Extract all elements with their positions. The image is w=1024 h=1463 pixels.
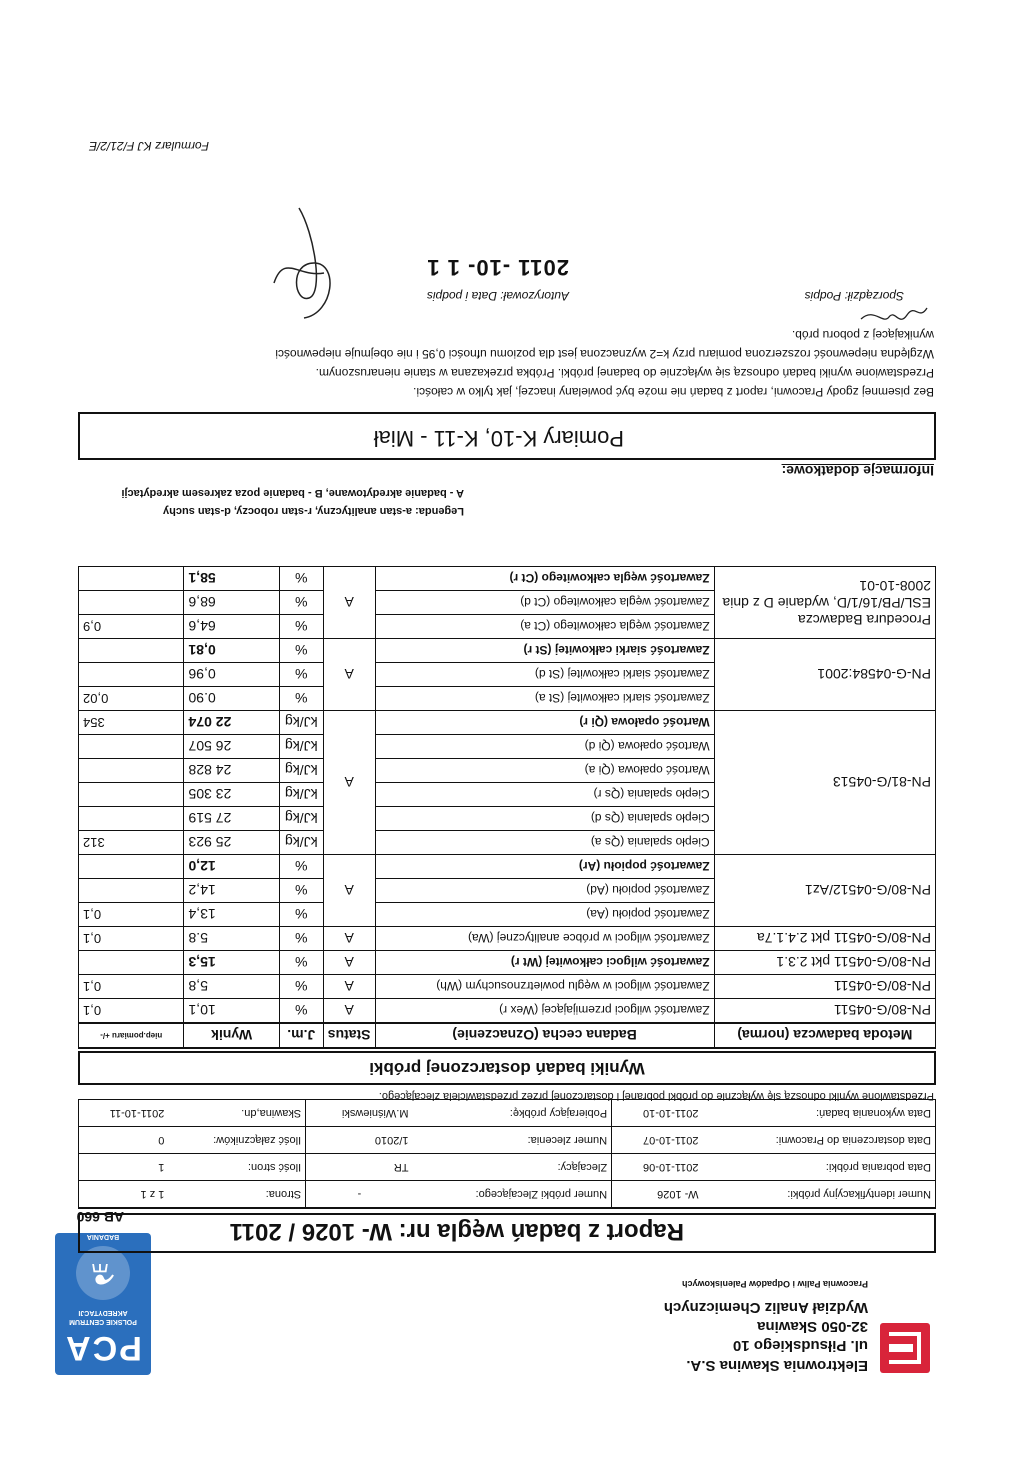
additional-info-box — [78, 412, 936, 460]
form-code: Formularz KJ F/21/2/E — [88, 139, 209, 153]
department-name: Wydział Analiz Chemicznych — [663, 1299, 868, 1316]
results-title: Wyniki badań dostarczonej próbki — [78, 1051, 936, 1085]
signature-preparer-label: Sporządził: Podpis — [804, 289, 904, 303]
header-uncertainty: niep.pomiaru +/- — [79, 1023, 184, 1048]
table-row: Zawartość popiołu (Ar) % 12,0 — [79, 855, 936, 879]
info-row: Numer identyfikacyjny próbki: W- 1026 Numer próbki Zlecającego: - Strona: 1 z 1 — [79, 1181, 936, 1209]
table-row: PN-81/G-04513 Ciepło spalania (Qs a) A kJ/kg 25 923 312 — [79, 831, 936, 855]
company-city: 32-050 Skawina — [757, 1318, 868, 1335]
table-row: Ciepło spalania (Qs r) kJ/kg 23 305 — [79, 783, 936, 807]
table-row: PN-G-04584:2001 Zawartość siarki całkowitej (St a) A % 0.90 0,02 — [79, 687, 936, 711]
table-row: Wartość opałowa (Qi r) kJ/kg 22 074 354 — [79, 711, 936, 735]
report-title-box — [78, 1213, 936, 1253]
table-row: Zawartość węgla całkowitego (Ct d) % 68,6 — [79, 591, 936, 615]
additional-info-text: Pomiary K-10, K-11 - Miał — [373, 426, 624, 451]
sample-note: Przedstawione wyniki odnoszą się wyłącznie do próbki pobranej i dostarczonej przez przedstawiciela zlecającego. — [378, 1090, 934, 1102]
info-row: Data dostarczenia do Pracowni: 2011-10-07 Numer zlecenia: 1/2010 Ilość załączników: 0 — [79, 1127, 936, 1154]
table-row: Wartość opałowa (Qi d) kJ/kg 26 507 — [79, 735, 936, 759]
header-method: Metoda badawcza (norma) — [714, 1023, 935, 1048]
info-row: Data wykonania badań: 2011-10-10 Pobierający próbkę: M.Wiśniewski Skawina,dn. 2011-10-11 — [79, 1100, 936, 1127]
laboratory-name: Pracownia Paliw i Odpadów Paleniskowych — [681, 1279, 868, 1289]
disclaimer: Bez pisemnej zgody Pracowni, raport z badań nie może być powielany inaczej, jak tylko w całości. Przedstawione wyniki badań odnoszą się wyłącznie do badanej próbki. Próbka przekazana w stanie nienaruszonym. Względna niepewność rozszerzona pomiaru przy k=2 wyznaczona jest dla poziomu ufności 0,95 i nie obejmuje niepewności wynikającej z poboru prób. — [275, 328, 934, 399]
company-name: Elektrownia Skawina S.A. — [686, 1357, 868, 1374]
results-table — [78, 566, 936, 1049]
header-result: Wynik — [184, 1023, 279, 1048]
table-row: Wartość opałowa (Qi a) kJ/kg 24 828 — [79, 759, 936, 783]
pca-accreditation-logo: PCA POLSKIE CENTRUM AKREDYTACJI ⚗ BADANIA — [55, 1233, 151, 1375]
accreditation-number: AB 660 — [76, 1209, 124, 1225]
header-feature: Badana cecha (Oznaczenie) — [375, 1023, 714, 1048]
signature-authorizer-label: Autoryzował: Data i podpis — [426, 289, 569, 303]
signature-preparer — [859, 303, 929, 323]
header-unit: J.m. — [279, 1023, 323, 1048]
table-row: PN-80/G-04511 Zawartość wilgoci w węglu powietrznosuchym (Wh) A % 5,8 0,1 — [79, 975, 936, 999]
info-row: Data pobrania próbki: 2011-10-06 Zlecający: TR Ilość stron: 1 — [79, 1154, 936, 1181]
additional-info-label: Informacje dodatkowe: — [781, 463, 934, 479]
pca-emblem-icon: ⚗ — [76, 1246, 130, 1300]
table-row: PN-80/G-04511 Zawartość wilgoci przemijającej (Wex r) A % 10,1 0,1 — [79, 999, 936, 1024]
elektrownia-logo — [880, 1323, 930, 1373]
signature-authorizer — [264, 203, 344, 323]
results-header-row — [79, 1023, 936, 1048]
table-row: Zawartość węgla całkowitego (Ct r) % 58,1 — [79, 567, 936, 591]
table-row: PN-80/G-04511 pkt 2.4.1.7a Zawartość wilgoci w próbce analitycznej (Wa) A % 5.8 0,1 — [79, 927, 936, 951]
company-street: ul. Piłsudskiego 10 — [732, 1337, 868, 1354]
results-section — [78, 566, 936, 1085]
legend — [121, 484, 934, 520]
table-row: Zawartość siarki całkowitej (St r) % 0,81 — [79, 639, 936, 663]
legend-states: Legenda: a-stan analityczny, r-stan roboczy, d-stan suchy — [163, 505, 464, 517]
report-title: Raport z badań węgla nr: W- 1026 / 2011 — [229, 1218, 684, 1245]
table-row: PN-80/G-04511 pkt 2.3.1 Zawartość wilgoci całkowitej (Wt r) A % 15,3 — [79, 951, 936, 975]
header-status: Status — [323, 1023, 375, 1048]
table-row: Procedura Badawcza ESL/PB/16/1/D, wydanie D z dnia 2008-10-01 Zawartość węgla całkowitego (Ct a) A % 64,6 0,9 — [79, 615, 936, 639]
sample-info-table — [78, 1099, 936, 1209]
stamp-date: 2011 -10- 1 1 — [426, 255, 569, 280]
table-row: PN-80/G-04512/Az1 Zawartość popiołu (Aa) A % 13,4 0,1 — [79, 903, 936, 927]
table-row: Ciepło spalania (Qs d) kJ/kg 27 519 — [79, 807, 936, 831]
legend-accreditation: A - badanie akredytowane, B - badanie poza zakresem akredytacji — [121, 487, 464, 499]
table-row: Zawartość popiołu (Ad) % 14,2 — [79, 879, 936, 903]
table-row: Zawartość siarki całkowitej (St d) % 0,96 — [79, 663, 936, 687]
